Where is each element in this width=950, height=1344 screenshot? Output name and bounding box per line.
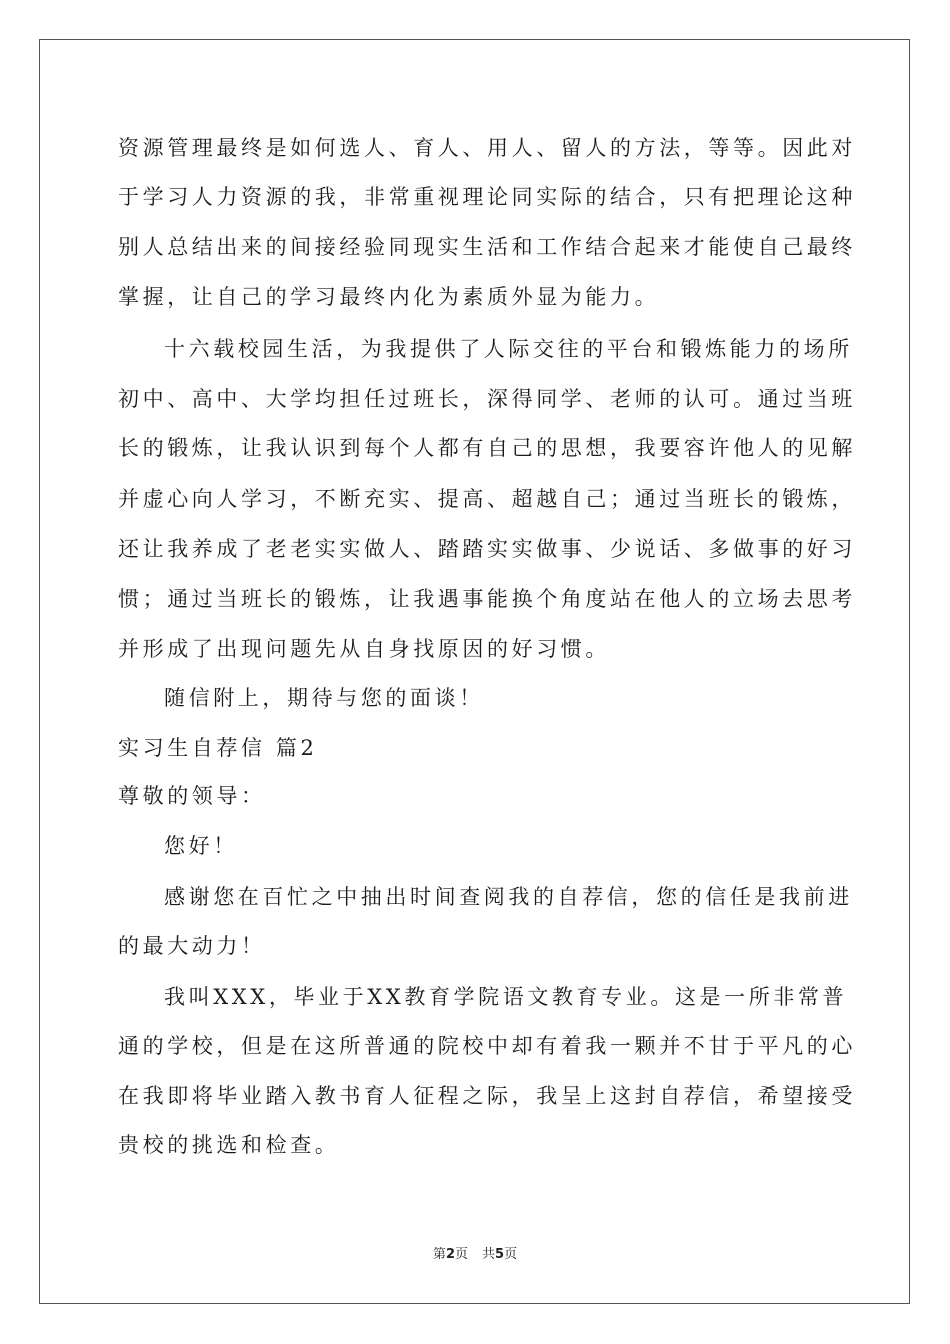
salutation: 尊敬的领导： [118, 784, 266, 808]
total-suffix: 页 [504, 1247, 518, 1262]
text-line: 于学习人力资源的我，非常重视理论同实际的结合，只有把理论这种 [118, 185, 856, 209]
page-suffix: 页 [454, 1247, 468, 1262]
text-line: 贵校的挑选和检查。 [118, 1133, 340, 1157]
text-line: 并形成了出现问题先从自身找原因的好习惯。 [118, 637, 610, 661]
text-line: 感谢您在百忙之中抽出时间查阅我的自荐信，您的信任是我前进 [164, 885, 853, 909]
page-prefix: 第 [432, 1247, 446, 1262]
text-line: 十六载校园生活，为我提供了人际交往的平台和锻炼能力的场所 [164, 337, 853, 361]
text-line: 还让我养成了老老实实做人、踏踏实实做事、少说话、多做事的好习 [118, 537, 856, 561]
text-line: 在我即将毕业踏入教书育人征程之际，我呈上这封自荐信，希望接受 [118, 1084, 856, 1108]
current-page-number: 2 [445, 1247, 455, 1262]
text-line: 惯；通过当班长的锻炼，让我遇事能换个角度站在他人的立场去思考 [118, 587, 856, 611]
text-line: 别人总结出来的间接经验同现实生活和工作结合起来才能使自己最终 [118, 235, 856, 259]
text-line: 初中、高中、大学均担任过班长，深得同学、老师的认可。通过当班 [118, 387, 856, 411]
total-page-count: 5 [495, 1247, 505, 1262]
text-line: 资源管理最终是如何选人、育人、用人、留人的方法，等等。因此对 [118, 136, 856, 160]
page-border [39, 39, 910, 1304]
section-heading: 实习生自荐信 篇2 [118, 736, 318, 760]
text-line: 通的学校，但是在这所普通的院校中却有着我一颗并不甘于平凡的心 [118, 1034, 856, 1058]
text-line: 并虚心向人学习，不断充实、提高、超越自己；通过当班长的锻炼， [118, 487, 856, 511]
text-line: 掌握，让自己的学习最终内化为素质外显为能力。 [118, 285, 660, 309]
text-line: 我叫XXX，毕业于XX教育学院语文教育专业。这是一所非常普 [164, 985, 848, 1009]
greeting: 您好！ [164, 834, 238, 858]
page-footer [0, 1246, 950, 1264]
total-prefix: 共 [482, 1247, 496, 1262]
text-line: 随信附上，期待与您的面谈！ [164, 686, 484, 710]
text-line: 长的锻炼，让我认识到每个人都有自己的思想，我要容许他人的见解 [118, 436, 856, 460]
text-line: 的最大动力！ [118, 934, 266, 958]
